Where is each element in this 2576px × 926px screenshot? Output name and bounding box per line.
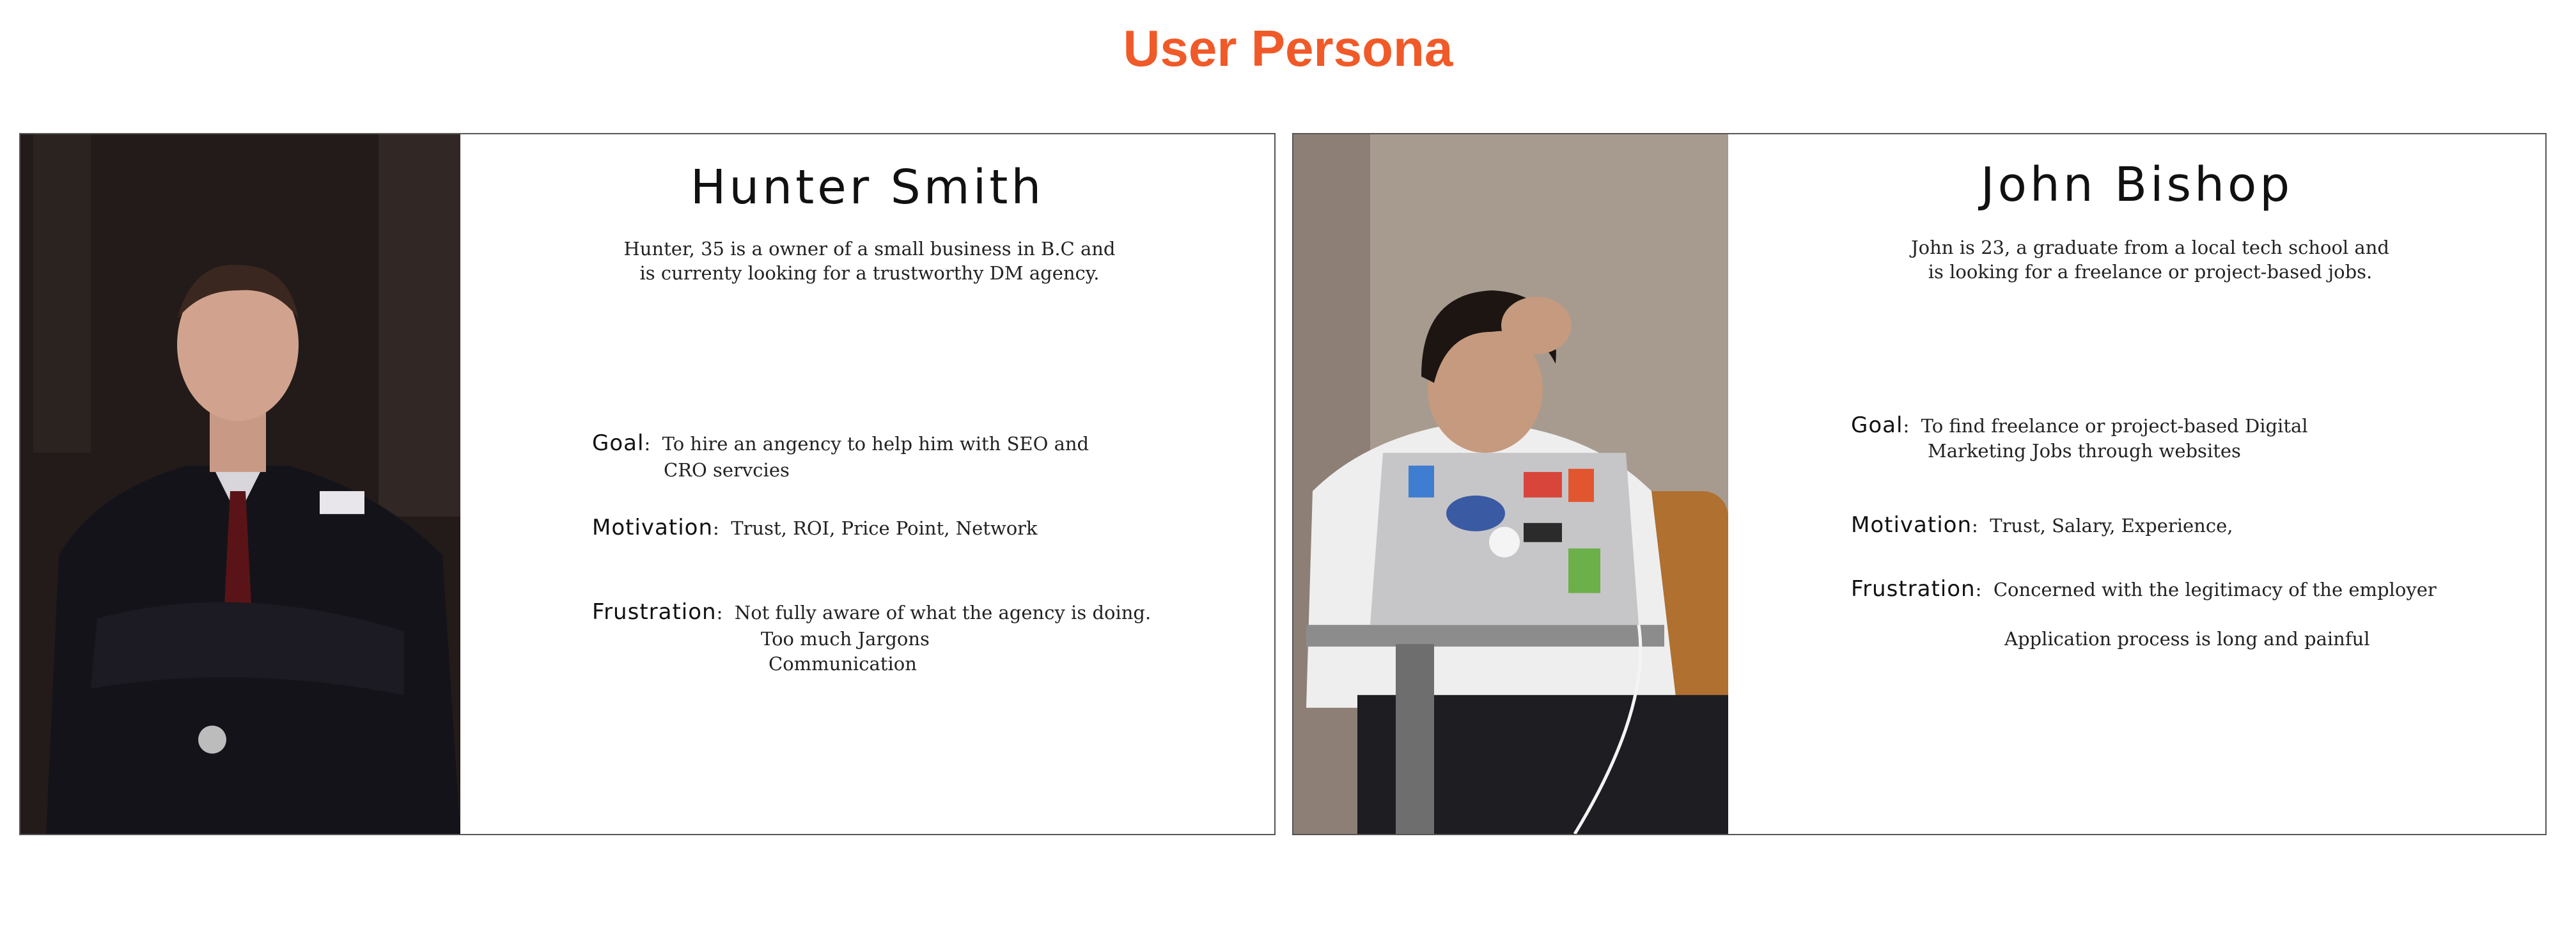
motivation-text: Trust, Salary, Experience, [1990, 515, 2233, 537]
goal-text: To hire an angency to help him with SEO and [662, 433, 1089, 455]
persona-photo [1293, 134, 1728, 834]
persona-card-john [1292, 133, 2547, 835]
persona-card-hunter [19, 133, 1276, 835]
frustration-label: Frustration [592, 599, 717, 625]
persona-info [460, 134, 1274, 834]
page-title: User Persona [1123, 20, 1453, 77]
frustration-row: Frustration: Concerned with the legitimacy of the employer [1851, 576, 2437, 602]
frustration-text-line-2: Application process is long and painful [2004, 628, 2370, 650]
frustration-text: Concerned with the legitimacy of the employer [1993, 579, 2437, 600]
motivation-label: Motivation [592, 515, 713, 540]
frustration-text-line-3: Communication [769, 653, 917, 675]
stressed-developer-photo-icon [1293, 134, 1728, 834]
goal-row: Goal: To find freelance or project-based Digital [1851, 412, 2308, 438]
goal-row: Goal: To hire an angency to help him with SEO and [592, 430, 1089, 456]
businessman-photo-icon [20, 134, 460, 834]
persona-name: Hunter Smith [690, 160, 1045, 215]
goal-text-line-2: Marketing Jobs through websites [1928, 440, 2241, 462]
persona-name: John Bishop [1980, 157, 2293, 212]
persona-description: John is 23, a graduate from a local tech school and is looking for a freelance or project-based jobs. [1911, 237, 2389, 283]
goal-label: Goal [592, 430, 644, 456]
goal-text-line-2: CRO servcies [664, 459, 790, 481]
motivation-row: Motivation: Trust, ROI, Price Point, Network [592, 515, 1038, 540]
frustration-text-line-2: Too much Jargons [761, 628, 930, 650]
frustration-label: Frustration [1851, 576, 1976, 602]
motivation-text: Trust, ROI, Price Point, Network [731, 517, 1038, 539]
frustration-text: Not fully aware of what the agency is doing. [734, 602, 1151, 624]
persona-info [1728, 134, 2545, 834]
goal-text: To find freelance or project-based Digital [1921, 415, 2308, 437]
goal-label: Goal [1851, 412, 1903, 438]
persona-photo [20, 134, 460, 834]
frustration-row: Frustration: Not fully aware of what the agency is doing. [592, 599, 1151, 625]
persona-description: Hunter, 35 is a owner of a small business in B.C and is currenty looking for a trustworthy DM agency. [623, 238, 1116, 284]
motivation-label: Motivation [1851, 512, 1972, 538]
motivation-row: Motivation: Trust, Salary, Experience, [1851, 512, 2233, 538]
